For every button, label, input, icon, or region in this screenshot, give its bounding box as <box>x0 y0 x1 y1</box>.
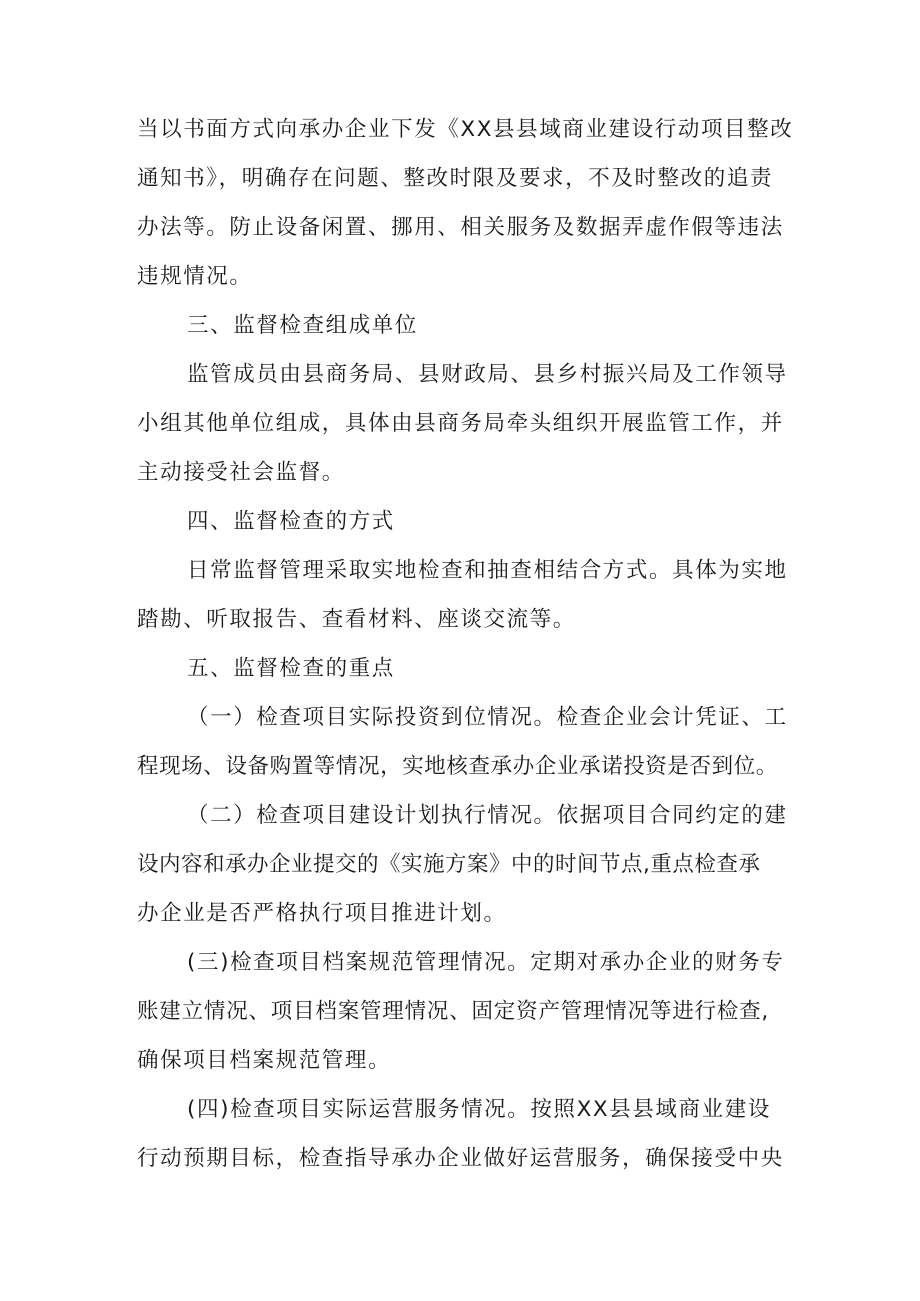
paragraph-line: (三)检查项目档案规范管理情况。定期对承办企业的财务专 <box>187 950 785 975</box>
paragraph-line: 办法等。防止设备闲置、挪用、相关服务及数据弄虚作假等违法 <box>137 215 784 240</box>
section-heading: 五、监督检查的重点 <box>187 656 395 681</box>
paragraph-line: 程现场、设备购置等情况，实地核查承办企业承诺投资是否到位。 <box>137 754 778 779</box>
paragraph-line: 账建立情况、项目档案管理情况、固定资产管理情况等进行检查, <box>137 999 770 1024</box>
paragraph-line: 办企业是否严格执行项目推进计划。 <box>137 901 507 926</box>
paragraph-line: 行动预期目标，检查指导承办企业做好运营服务，确保接受中央 <box>137 1146 784 1171</box>
paragraph-line: 当以书面方式向承办企业下发《XX县县域商业建设行动项目整改 <box>137 117 794 142</box>
paragraph-line: 小组其他单位组成，具体由县商务局牵头组织开展监管工作，并 <box>137 411 784 436</box>
paragraph-line: （二）检查项目建设计划执行情况。依据项目合同约定的建 <box>187 803 788 828</box>
paragraph-line: (四)检查项目实际运营服务情况。按照XX县县域商业建设 <box>187 1097 771 1122</box>
section-heading: 四、监督检查的方式 <box>187 509 395 534</box>
section-heading: 三、监督检查组成单位 <box>187 313 419 338</box>
paragraph-line: 通知书》，明确存在问题、整改时限及要求，不及时整改的追责 <box>137 166 774 191</box>
paragraph-line: 设内容和承办企业提交的《实施方案》中的时间节点,重点检查承 <box>137 852 761 877</box>
paragraph-line: 踏勘、听取报告、查看材料、座谈交流等。 <box>137 607 576 632</box>
paragraph-line: 违规情况。 <box>137 264 253 289</box>
paragraph-line: 日常监督管理采取实地检查和抽查相结合方式。具体为实地 <box>187 558 788 583</box>
paragraph-line: 确保项目档案规范管理。 <box>137 1048 392 1073</box>
paragraph-line: （一）检查项目实际投资到位情况。检查企业会计凭证、工 <box>187 705 788 730</box>
paragraph-line: 主动接受社会监督。 <box>137 460 345 485</box>
paragraph-line: 监管成员由县商务局、县财政局、县乡村振兴局及工作领导 <box>187 362 788 387</box>
